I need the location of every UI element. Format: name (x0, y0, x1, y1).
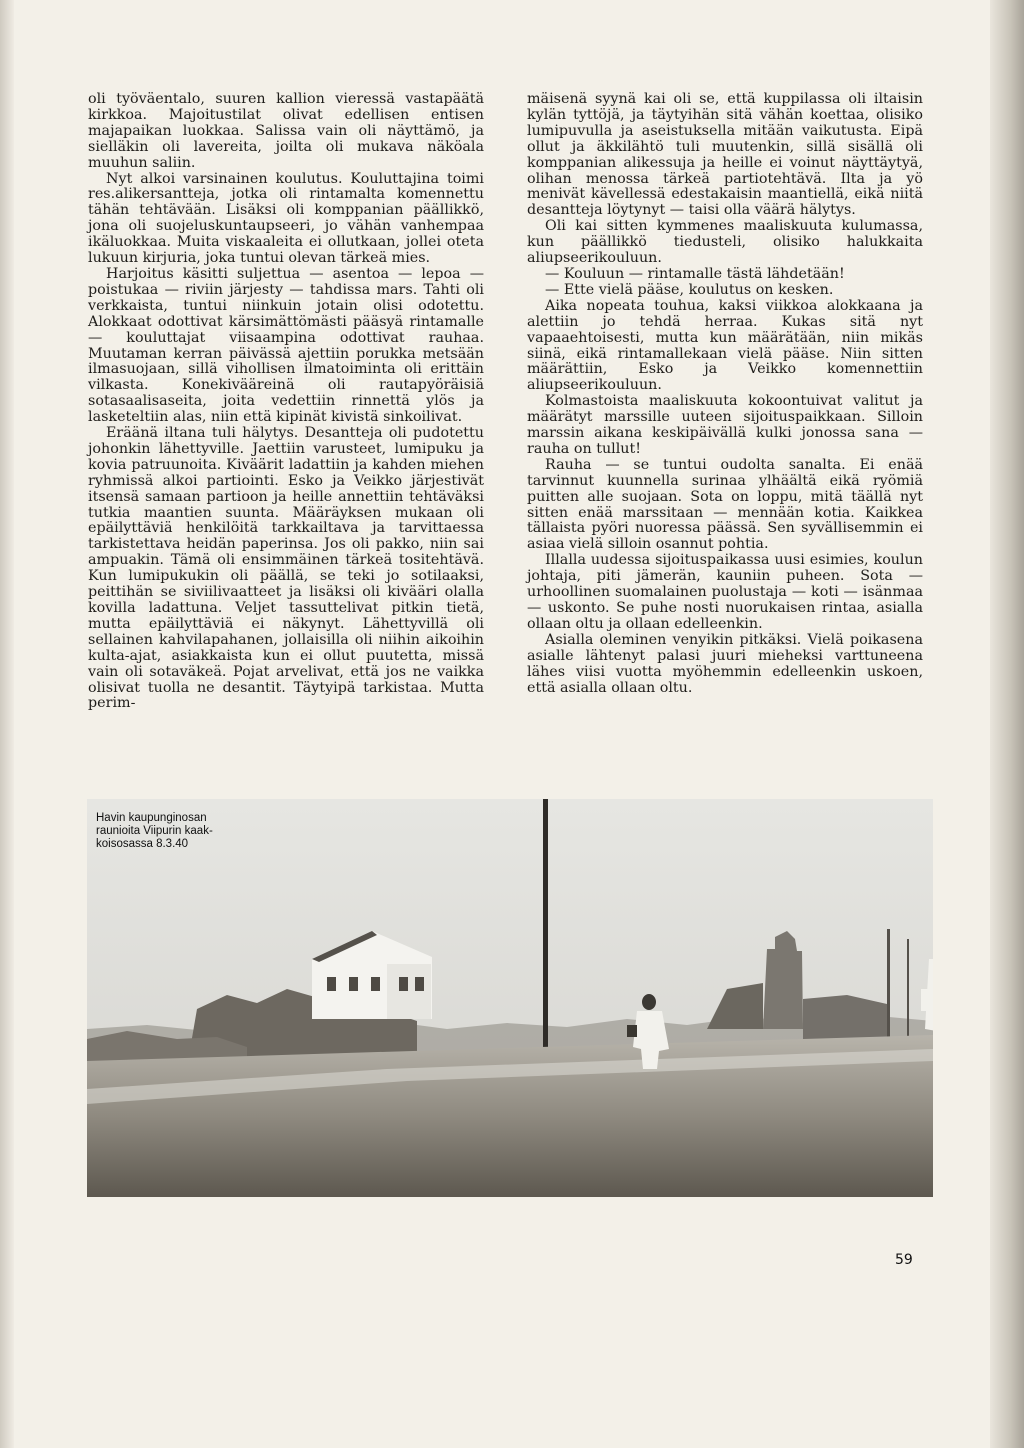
photo-caption (96, 812, 276, 851)
paragraph-1: oli työväentalo, suuren kallion vieressä vastapäätä kirkkoa. Majoitustilat olivat edellisen entisen majapaikan luokkaa. Salissa vain oli näyttämö, ja sielläkin oli lavereita, joilta oli mukava näköala muuhun saliin. (88, 91, 484, 171)
dialogue-line-2: — Ette vielä pääse, koulutus on kesken. (545, 281, 834, 298)
page-edge-left (0, 0, 14, 1448)
paragraph-3: Harjoitus käsitti suljettua — asentoa — lepoa — poistukaa — riviin järjesty — tahdissa mars. Tahti oli verkkaista, tuntui niinkuin jotain olisi odotettu. Alokkaat odottivat kärsimättömästi pääsyä rintamalle — kouluttajat viisaampina odottivat rauhaa. Muutaman kerran päivässä ajettiin porukka metsään ilmasuojaan, sillä vihollisen ilmatoiminta oli erittäin vilkasta. Konekivääreinä oli rautapyöräisiä sotasaalisaseita, joita vedettiin rinnettä ylös ja lasketeltiin alas, niin että kipinät kivistä sinkoilivat. (88, 265, 484, 426)
paragraph-8: Kolmastoista maaliskuuta kokoontuivat valitut ja määrätyt marssille uuteen sijoituspaikkaan. Silloin marssin aikana keskipäivällä kulki jonossa sana — rauha on tullut! (527, 393, 923, 457)
right-text-column (527, 92, 923, 696)
paragraph-11: Asialla oleminen venyikin pitkäksi. Vielä poikasena asialle lähtenyt palasi juuri mieheksi varttuneena lähes viisi vuotta myöhemmin edelleenkin uskoen, että asialla ollaan oltu. (527, 631, 923, 696)
caption-line: koisosassa 8.3.40 (96, 838, 189, 850)
caption-line: raunioita Viipurin kaak- (96, 825, 213, 837)
ruins-photo-illustration (87, 799, 933, 1197)
paragraph-5: mäisenä syynä kai oli se, että kuppilassa oli iltaisin kylän tyttöjä, ja täytyihän sitä vähän koettaa, olisiko lumipuvulla ja aseistuksella mitään vaikutusta. Eipä ollut ja äkkilähtö tuli muutenkin, sillä sisällä oli komppanian alikessuja ja heille ei voinut näyttäytyä, olihan menossa tärkeä partiotehtävä. Ilta ja yö menivät kävellessä edestakaisin maantiellä, eikä niitä desantteja löytynyt — taisi olla väärä hälytys. (527, 91, 923, 219)
paragraph-10: Illalla uudessa sijoituspaikassa uusi esimies, koulun johtaja, piti jämerän, kauniin puheen. Sota — urhoollinen suomalainen puolustaja — koti — isänmaa — uskonto. Se puhe nosti nuorukaisen rintaa, asialla ollaan oltu ja ollaan edelleenkin. (527, 552, 923, 632)
page-edge-right (990, 0, 1024, 1448)
ruins-photo (87, 799, 933, 1197)
caption-line: Havin kaupunginosan (96, 812, 207, 824)
paragraph-6: Oli kai sitten kymmenes maaliskuuta kulumassa, kun päällikkö tiedusteli, olisiko halukkaita aliupseerikouluun. (527, 218, 923, 267)
page-number: 59 (895, 1252, 913, 1268)
left-text-column (88, 92, 484, 712)
paragraph-4: Eräänä iltana tuli hälytys. Desantteja oli pudotettu johonkin lähettyville. Jaettiin varusteet, lumipuku ja kovia patruunoita. Kiväärit ladattiin ja kahden miehen ryhmissä alkoi partiointi. Esko ja Veikko järjestivät itsensä samaan partioon ja heille annettiin tehtäväksi tutkia maantien suunta. Määräyksen mukaan oli epäilyttäviä henkilöitä tarkkailtava ja tarvittaessa tarkistettava heidän paperinsa. Jos oli pakko, niin sai ampuakin. Tämä oli ensimmäinen tärkeä tositehtävä. Kun lumipukukin oli päällä, se teki jo sotilaaksi, peittihän se siviilivaatteet ja lisäksi oli kivääri olalla kovilla ladattuna. Veljet tassuttelivat pitkin tietä, mutta epäilyttäviä ei näkynyt. Lähettyvillä oli sellainen kahvilapahanen, jollaisilla oli niihin aikoihin kulta-ajat, asiakkaista kun ei ollut puutetta, missä vain oli sotaväkeä. Pojat arvelivat, että jos ne vaikka olisivat tuolla ne desantit. Täytyipä tarkistaa. Mutta perim- (88, 425, 484, 712)
paragraph-7: Aika nopeata touhua, kaksi viikkoa alokkaana ja alettiin jo tehdä herraa. Kukas sitä nyt vapaaehtoisesti, mutta kun määrätään, niin mikäs siinä, eikä rintamallekaan vielä pääse. Niin sitten määrättiin, Esko ja Veikko komennettiin aliupseerikouluun. (527, 297, 923, 394)
dialogue-line-1: — Kouluun — rintamalle tästä lähdetään! (545, 265, 845, 282)
paragraph-9: Rauha — se tuntui oudolta sanalta. Ei enää tarvinnut kuunnella surinaa ylhäältä eikä ryömiä puitten alle suojaan. Sota on loppu, mitä täällä nyt sitten enää marssitaan — mennään kotia. Kaikkea tällaista pyöri nuoressa päässä. Sen syvällisemmin ei asiaa vielä silloin osannut pohtia. (527, 456, 923, 553)
paragraph-2: Nyt alkoi varsinainen koulutus. Kouluttajina toimi res.alikersantteja, jotka oli rintamalta komennettu tähän tehtävään. Lisäksi oli komppanian päällikkö, jona oli suojeluskuntaupseeri, jo vähän vanhempaa ikäluokkaa. Muita viskaaleita ei ollutkaan, jollei oteta lukuun kirjuria, joka tuntui olevan tärkeä mies. (88, 170, 484, 267)
